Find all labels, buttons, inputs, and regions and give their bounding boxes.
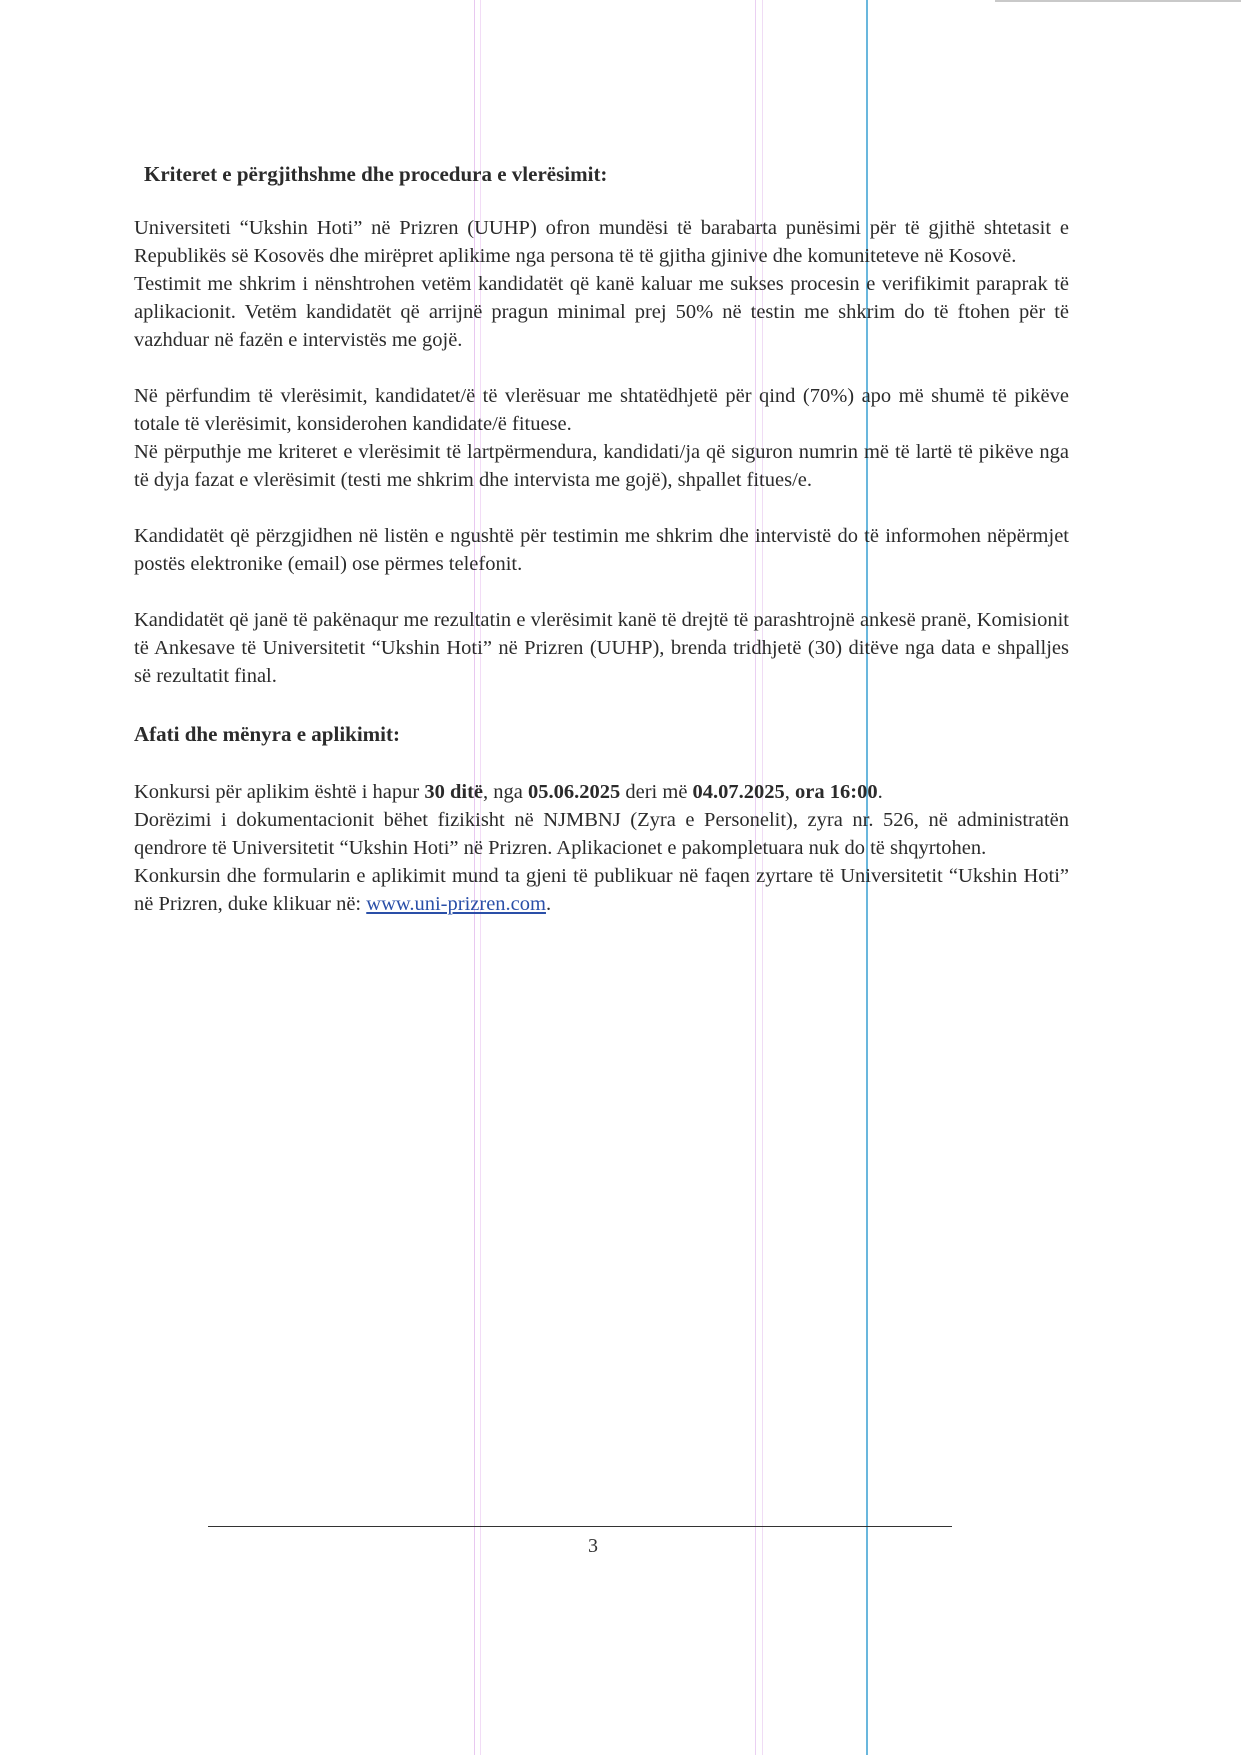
paragraph-shortlist-notification: Kandidatët që përzgjidhen në listën e ngushtë për testimin me shkrim dhe intervistë do të informohen nëpërmjet postës elektronike (email) ose përmes telefonit. <box>134 525 1069 575</box>
page-number: 3 <box>588 1535 598 1557</box>
paragraph-winner-selection: Në përputhje me kriteret e vlerësimit të lartpërmendura, kandidati/ja që siguron numrin më të lartë të pikëve nga të dyja fazat e vlerësimit (testi me shkrim dhe intervista me gojë), shpallet fitues/e. <box>134 441 1069 491</box>
paragraph-appeals: Kandidatët që janë të pakënaqur me rezultatin e vlerësimit kanë të drejtë të parashtrojnë ankesë pranë, Komisionit të Ankesave të Universitetit “Ukshin Hoti” në Prizren (UUHP), brenda tridhjetë (30) ditëve nga data e shpalljes së rezultatit final. <box>134 609 1069 687</box>
top-edge-line <box>995 0 1241 2</box>
paragraph-deadline: Konkursi për aplikim është i hapur 30 ditë, nga 05.06.2025 deri më 04.07.2025, ora 16:00. <box>134 781 883 803</box>
paragraph-equal-opportunity: Universiteti “Ukshin Hoti” në Prizren (UUHP) ofron mundësi të barabarta punësimi për të gjithë shtetasit e Republikës së Kosovës dhe mirëpret aplikime nga persona të të gjitha gjinive dhe komuniteteve në Kosovë. <box>134 217 1069 267</box>
document-body <box>134 160 1069 918</box>
paragraph-website: Konkursin dhe formularin e aplikimit mund ta gjeni të publikuar në faqen zyrtare të Universitetit “Ukshin Hoti” në Prizren, duke klikuar në: www.uni-prizren.com. <box>134 865 1069 915</box>
section-heading-application: Afati dhe mënyra e aplikimit: <box>134 722 400 746</box>
paragraph-submission: Dorëzimi i dokumentacionit bëhet fizikisht në NJMBNJ (Zyra e Personelit), zyra nr. 526, në administratën qendrore të Universitetit “Ukshin Hoti” në Prizren. Aplikacionet e pakompletuara nuk do të shqyrtohen. <box>134 809 1069 859</box>
paragraph-evaluation-threshold: Në përfundim të vlerësimit, kandidatet/ë të vlerësuar me shtatëdhjetë për qind (70%) apo më shumë të pikëve totale të vlerësimit, konsiderohen kandidate/ë fituese. <box>134 385 1069 435</box>
end-date: 04.07.2025 <box>692 781 785 803</box>
duration-days: 30 ditë <box>424 781 484 803</box>
section-heading-criteria: Kriteret e përgjithshme dhe procedura e vlerësimit: <box>144 162 608 186</box>
start-date: 05.06.2025 <box>528 781 621 803</box>
footer-divider <box>208 1526 952 1527</box>
paragraph-written-test: Testimit me shkrim i nënshtrohen vetëm kandidatët që kanë kaluar me sukses procesin e verifikimit paraprak të aplikacionit. Vetëm kandidatët që arrijnë pragun minimal prej 50% në testin me shkrim do të ftohen për të vazhduar në fazën e intervistës me gojë. <box>134 273 1069 351</box>
deadline-time: ora 16:00 <box>795 781 878 803</box>
university-website-link[interactable]: www.uni-prizren.com <box>366 893 546 915</box>
